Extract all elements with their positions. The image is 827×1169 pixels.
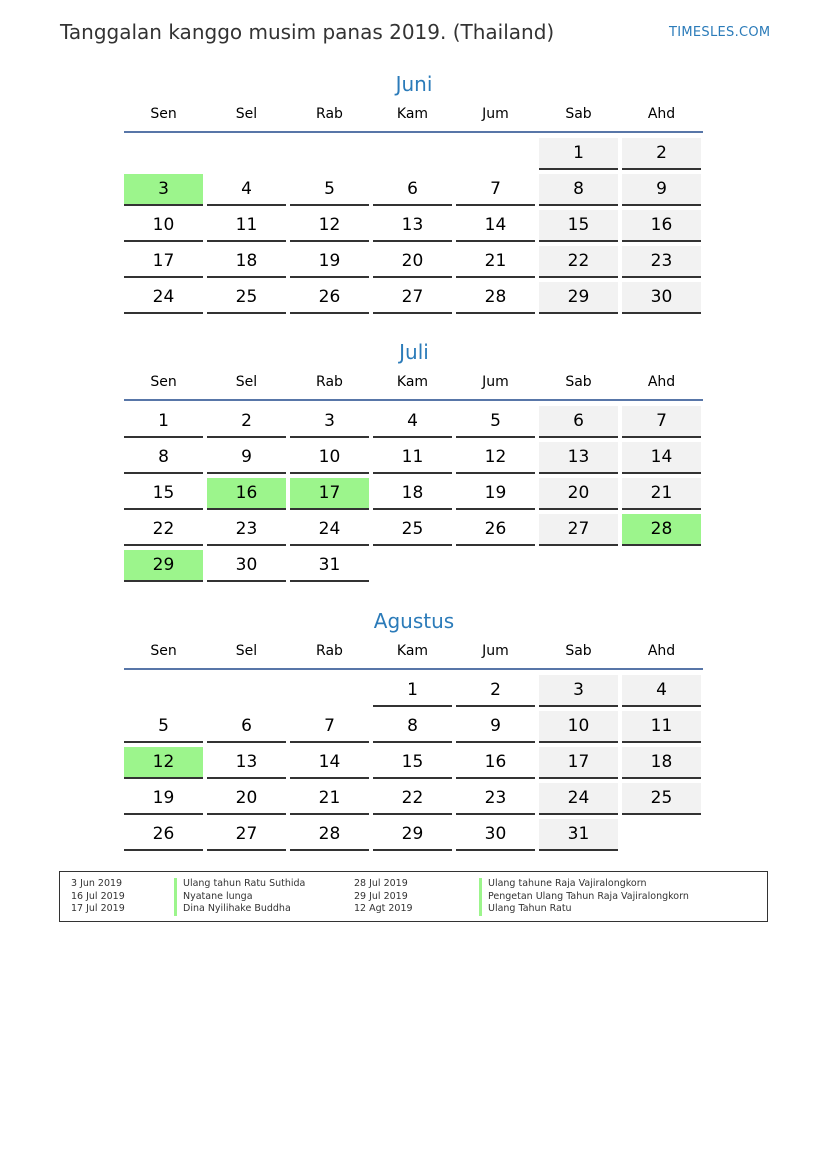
day-cell: 20: [207, 783, 286, 815]
day-cell: 27: [539, 514, 618, 546]
week-row: [124, 711, 704, 743]
day-cell: 20: [373, 246, 452, 278]
day-cell: 21: [622, 478, 701, 510]
weekday-label: Sab: [565, 106, 592, 122]
day-cell: 15: [124, 478, 203, 510]
day-cell: 28: [622, 514, 701, 546]
day-cell: 12: [456, 442, 535, 474]
day-grid: [124, 675, 704, 851]
month-calendar-juni: [124, 70, 704, 318]
weekday-label: Kam: [396, 374, 429, 390]
legend-date: 28 Jul 2019: [354, 878, 408, 889]
month-title: Juli: [399, 340, 429, 364]
day-cell: 15: [373, 747, 452, 779]
empty-day-cell: [539, 550, 618, 582]
weekday-header: [124, 641, 704, 661]
legend-names-left: [174, 878, 305, 916]
month-calendar-agustus: [124, 607, 704, 855]
weekday-label: Rab: [316, 374, 343, 390]
day-cell: 2: [456, 675, 535, 707]
week-row: [124, 406, 704, 438]
week-row: [124, 478, 704, 510]
day-grid: [124, 138, 704, 314]
week-row: [124, 174, 704, 206]
weekday-header: [124, 104, 704, 124]
day-cell: 6: [207, 711, 286, 743]
legend-date: 17 Jul 2019: [71, 903, 125, 914]
day-cell: 7: [290, 711, 369, 743]
day-cell: 25: [207, 282, 286, 314]
legend-date: 29 Jul 2019: [354, 890, 408, 902]
day-cell: 27: [207, 819, 286, 851]
day-cell: 7: [456, 174, 535, 206]
day-cell: 23: [622, 246, 701, 278]
weekday-label: Ahd: [647, 643, 676, 659]
legend-holiday-name: Ulang Tahun Ratu: [479, 903, 689, 916]
week-row: [124, 747, 704, 779]
day-cell: 22: [539, 246, 618, 278]
day-cell: 13: [373, 210, 452, 242]
empty-day-cell: [622, 550, 701, 582]
day-cell: 28: [290, 819, 369, 851]
legend-holiday-name: Pengetan Ulang Tahun Raja Vajiralongkorn: [479, 891, 689, 904]
weekday-label: Sel: [235, 374, 258, 390]
header-divider: [124, 399, 703, 401]
day-cell: 1: [373, 675, 452, 707]
month-title: Agustus: [373, 609, 455, 633]
empty-day-cell: [622, 819, 701, 851]
legend-holiday-name: Ulang tahune Raja Vajiralongkorn: [479, 878, 689, 891]
day-cell: 12: [124, 747, 203, 779]
day-cell: 28: [456, 282, 535, 314]
weekday-label: Jum: [482, 643, 509, 659]
week-row: [124, 246, 704, 278]
empty-day-cell: [373, 138, 452, 170]
legend-dates-left: [71, 878, 125, 916]
legend-holiday-name: Ulang tahun Ratu Suthida: [174, 878, 305, 891]
day-cell: 25: [373, 514, 452, 546]
weekday-label: Sen: [150, 106, 177, 122]
day-cell: 5: [124, 711, 203, 743]
empty-day-cell: [124, 138, 203, 170]
day-cell: 13: [539, 442, 618, 474]
day-cell: 2: [207, 406, 286, 438]
day-cell: 4: [622, 675, 701, 707]
empty-day-cell: [373, 550, 452, 582]
day-cell: 8: [373, 711, 452, 743]
month-title: Juni: [395, 72, 433, 96]
day-cell: 12: [290, 210, 369, 242]
day-cell: 30: [456, 819, 535, 851]
day-cell: 19: [456, 478, 535, 510]
holiday-legend: [59, 871, 768, 922]
week-row: [124, 550, 704, 582]
day-cell: 14: [290, 747, 369, 779]
day-cell: 26: [456, 514, 535, 546]
day-cell: 6: [539, 406, 618, 438]
empty-day-cell: [124, 675, 203, 707]
legend-date: 12 Agt 2019: [354, 903, 413, 914]
weekday-label: Ahd: [647, 106, 676, 122]
day-cell: 22: [124, 514, 203, 546]
empty-day-cell: [207, 138, 286, 170]
day-cell: 18: [207, 246, 286, 278]
day-cell: 9: [622, 174, 701, 206]
weekday-label: Jum: [482, 374, 509, 390]
week-row: [124, 675, 704, 707]
weekday-label: Kam: [396, 643, 429, 659]
header-divider: [124, 131, 703, 133]
day-cell: 8: [539, 174, 618, 206]
day-cell: 13: [207, 747, 286, 779]
day-cell: 29: [373, 819, 452, 851]
day-cell: 11: [373, 442, 452, 474]
day-grid: [124, 406, 704, 582]
day-cell: 25: [622, 783, 701, 815]
week-row: [124, 442, 704, 474]
empty-day-cell: [456, 138, 535, 170]
day-cell: 10: [290, 442, 369, 474]
day-cell: 4: [373, 406, 452, 438]
weekday-label: Kam: [396, 106, 429, 122]
day-cell: 6: [373, 174, 452, 206]
weekday-label: Sel: [235, 643, 258, 659]
weekday-header: [124, 372, 704, 392]
weekday-label: Ahd: [647, 374, 676, 390]
weekday-label: Rab: [316, 643, 343, 659]
day-cell: 1: [539, 138, 618, 170]
day-cell: 3: [290, 406, 369, 438]
week-row: [124, 138, 704, 170]
week-row: [124, 783, 704, 815]
week-row: [124, 210, 704, 242]
day-cell: 22: [373, 783, 452, 815]
empty-day-cell: [456, 550, 535, 582]
day-cell: 3: [124, 174, 203, 206]
day-cell: 11: [207, 210, 286, 242]
day-cell: 4: [207, 174, 286, 206]
day-cell: 8: [124, 442, 203, 474]
legend-holiday-name: Dina Nyilihake Buddha: [174, 903, 305, 916]
day-cell: 14: [622, 442, 701, 474]
day-cell: 23: [456, 783, 535, 815]
header-divider: [124, 668, 703, 670]
weekday-label: Sen: [150, 374, 177, 390]
legend-holiday-name: Nyatane lunga: [174, 891, 305, 904]
day-cell: 17: [290, 478, 369, 510]
day-cell: 9: [207, 442, 286, 474]
day-cell: 10: [124, 210, 203, 242]
day-cell: 9: [456, 711, 535, 743]
day-cell: 17: [539, 747, 618, 779]
legend-names-right: [479, 878, 689, 916]
day-cell: 21: [290, 783, 369, 815]
weekday-label: Rab: [316, 106, 343, 122]
empty-day-cell: [290, 675, 369, 707]
day-cell: 14: [456, 210, 535, 242]
day-cell: 15: [539, 210, 618, 242]
month-calendar-juli: [124, 338, 704, 586]
day-cell: 11: [622, 711, 701, 743]
legend-date: 16 Jul 2019: [71, 890, 125, 902]
day-cell: 31: [539, 819, 618, 851]
legend-date: 3 Jun 2019: [71, 878, 123, 889]
day-cell: 24: [124, 282, 203, 314]
day-cell: 29: [539, 282, 618, 314]
day-cell: 3: [539, 675, 618, 707]
empty-day-cell: [290, 138, 369, 170]
day-cell: 29: [124, 550, 203, 582]
day-cell: 5: [290, 174, 369, 206]
page-title: Tanggalan kanggo musim panas 2019. (Thailand): [60, 20, 555, 44]
day-cell: 27: [373, 282, 452, 314]
weekday-label: Jum: [482, 106, 509, 122]
weekday-label: Sab: [565, 374, 592, 390]
week-row: [124, 819, 704, 851]
day-cell: 26: [290, 282, 369, 314]
day-cell: 16: [207, 478, 286, 510]
legend-dates-right: [354, 878, 413, 916]
day-cell: 16: [622, 210, 701, 242]
day-cell: 20: [539, 478, 618, 510]
day-cell: 2: [622, 138, 701, 170]
site-logo[interactable]: TIMESLES.COM: [669, 25, 771, 40]
day-cell: 24: [290, 514, 369, 546]
day-cell: 5: [456, 406, 535, 438]
day-cell: 19: [290, 246, 369, 278]
weekday-label: Sel: [235, 106, 258, 122]
day-cell: 18: [622, 747, 701, 779]
day-cell: 19: [124, 783, 203, 815]
day-cell: 24: [539, 783, 618, 815]
day-cell: 1: [124, 406, 203, 438]
week-row: [124, 282, 704, 314]
day-cell: 21: [456, 246, 535, 278]
weekday-label: Sab: [565, 643, 592, 659]
day-cell: 26: [124, 819, 203, 851]
day-cell: 31: [290, 550, 369, 582]
day-cell: 18: [373, 478, 452, 510]
day-cell: 17: [124, 246, 203, 278]
day-cell: 16: [456, 747, 535, 779]
day-cell: 30: [207, 550, 286, 582]
weekday-label: Sen: [150, 643, 177, 659]
day-cell: 10: [539, 711, 618, 743]
day-cell: 30: [622, 282, 701, 314]
week-row: [124, 514, 704, 546]
day-cell: 7: [622, 406, 701, 438]
day-cell: 23: [207, 514, 286, 546]
empty-day-cell: [207, 675, 286, 707]
